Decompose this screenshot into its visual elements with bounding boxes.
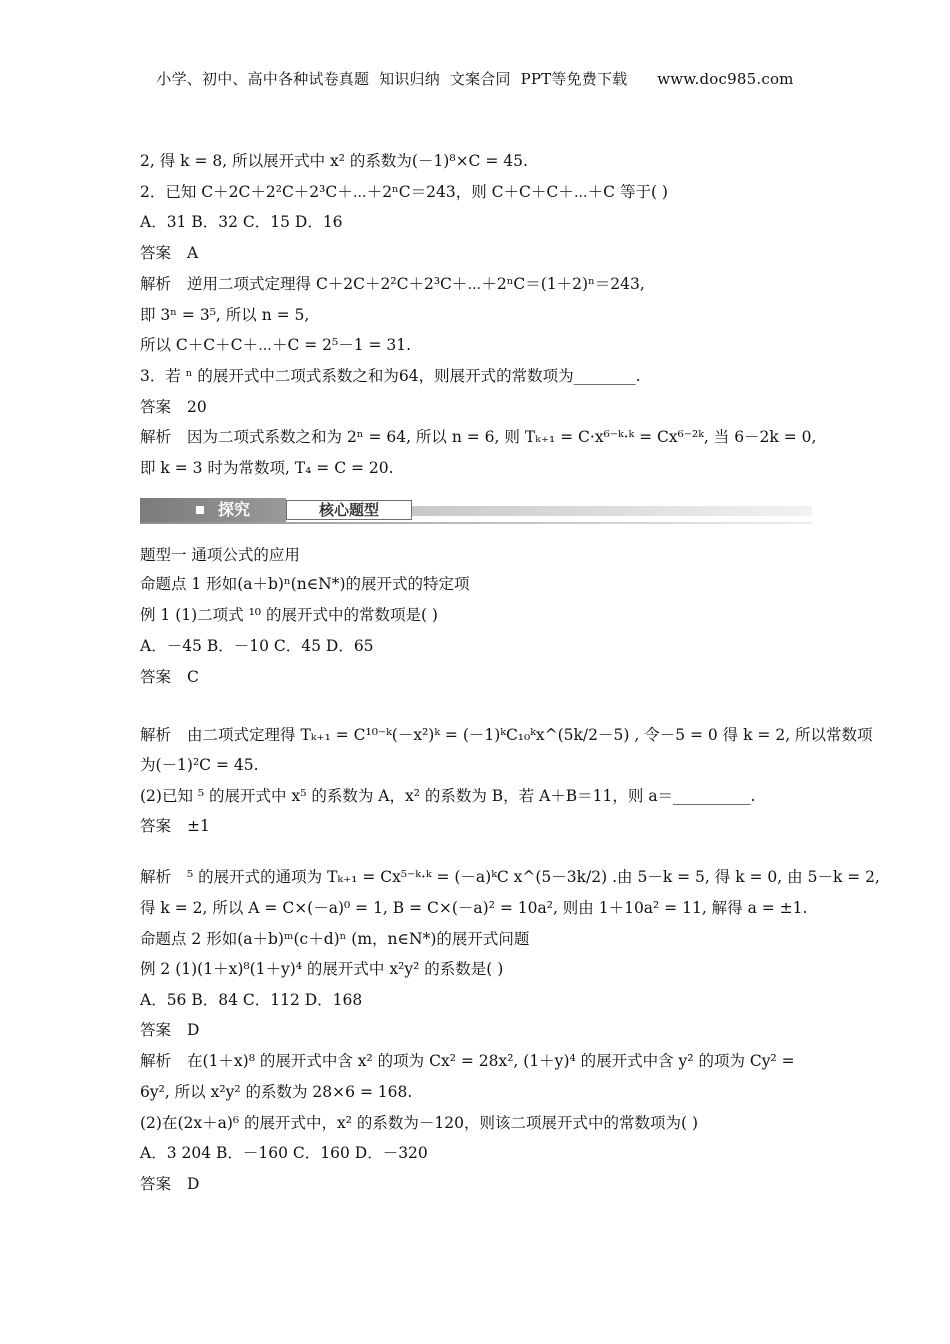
analysis-line: 解析 在(1＋x)⁸ 的展开式中含 x² 的项为 Cx² = 28x², (1＋y)⁴ 的展开式中含 y² 的项为 Cy² = [140, 1052, 795, 1070]
page-header: 小学、初中、高中各种试卷真题 知识归纳 文案合同 PPT等免费下载 www.doc985.com [156, 70, 794, 88]
answer-line: 答案 D [140, 1021, 200, 1039]
section-label-explore: 探究 [218, 500, 251, 519]
analysis-line: 解析 ⁵ 的展开式的通项为 Tₖ₊₁ = Cx⁵⁻ᵏ·ᵏ = (－a)ᵏC x^(5－3k/2) .由 5－k = 5, 得 k = 0, 由 5－k = 2, [140, 868, 880, 886]
question-line: (2)已知 ⁵ 的展开式中 x⁵ 的系数为 A，x² 的系数为 B，若 A＋B＝11，则 a＝__________. [140, 787, 756, 805]
answer-line: 答案 ±1 [140, 817, 210, 835]
analysis-line: 解析 由二项式定理得 Tₖ₊₁ = C¹⁰⁻ᵏ(－x²)ᵏ = (－1)ᵏC₁₀ᵏx^(5k/2－5) , 令－5 = 0 得 k = 2, 所以常数项 [140, 726, 873, 744]
question-line: (2)在(2x＋a)⁶ 的展开式中，x² 的系数为－120，则该二项展开式中的常数项为( ) [140, 1114, 699, 1132]
section-banner-bar [140, 498, 286, 522]
analysis-line: 解析 逆用二项式定理得 C＋2C＋2²C＋2³C＋⋯＋2ⁿC＝(1＋2)ⁿ＝243, [140, 275, 645, 293]
answer-line: 答案 A [140, 244, 199, 262]
section-label-core: 核心题型 [286, 500, 412, 520]
question-3: 3．若 ⁿ 的展开式中二项式系数之和为64，则展开式的常数项为________. [140, 367, 641, 385]
text-line: 得 k = 2, 所以 A = C×(－a)⁰ = 1, B = C×(－a)² = 10a², 则由 1＋10a² = 11, 解得 a = ±1. [140, 899, 808, 917]
options-line: A．－45 B．－10 C．45 D．65 [140, 637, 374, 655]
section-banner-fade [412, 506, 812, 516]
text-line: 2, 得 k = 8, 所以展开式中 x² 的系数为(－1)⁸×C = 45. [140, 152, 528, 170]
subtopic-heading: 命题点 1 形如(a＋b)ⁿ(n∈N*)的展开式的特定项 [140, 575, 470, 593]
example-line: 例 2 (1)(1＋x)⁸(1＋y)⁴ 的展开式中 x²y² 的系数是( ) [140, 960, 504, 978]
answer-line: 答案 D [140, 1175, 200, 1193]
section-banner-underline [140, 522, 812, 524]
example-line: 例 1 (1)二项式 ¹⁰ 的展开式中的常数项是( ) [140, 606, 438, 624]
options-line: A．3 204 B．－160 C．160 D．－320 [140, 1144, 428, 1162]
question-2: 2．已知 C＋2C＋2²C＋2³C＋⋯＋2ⁿC＝243，则 C＋C＋C＋⋯＋C 等于( ) [140, 183, 668, 201]
options-line: A．31 B．32 C．15 D．16 [140, 213, 343, 231]
analysis-line: 解析 因为二项式系数之和为 2ⁿ = 64, 所以 n = 6, 则 Tₖ₊₁ = C·x⁶⁻ᵏ·ᵏ = Cx⁶⁻²ᵏ, 当 6－2k = 0, [140, 428, 817, 446]
text-line: 6y², 所以 x²y² 的系数为 28×6 = 168. [140, 1083, 413, 1101]
answer-line: 答案 C [140, 668, 199, 686]
topic-heading: 题型一 通项公式的应用 [140, 546, 300, 564]
text-line: 即 3ⁿ = 3⁵, 所以 n = 5, [140, 306, 310, 324]
text-line: 即 k = 3 时为常数项, T₄ = C = 20. [140, 459, 394, 477]
answer-line: 答案 20 [140, 398, 207, 416]
subtopic-heading: 命题点 2 形如(a＋b)ᵐ(c＋d)ⁿ (m，n∈N*)的展开式问题 [140, 930, 530, 948]
section-banner [140, 498, 812, 524]
square-bullet-icon [196, 506, 204, 514]
text-line: 所以 C＋C＋C＋⋯＋C = 2⁵－1 = 31. [140, 336, 412, 354]
text-line: 为(－1)²C = 45. [140, 756, 259, 774]
options-line: A．56 B．84 C．112 D．168 [140, 991, 363, 1009]
